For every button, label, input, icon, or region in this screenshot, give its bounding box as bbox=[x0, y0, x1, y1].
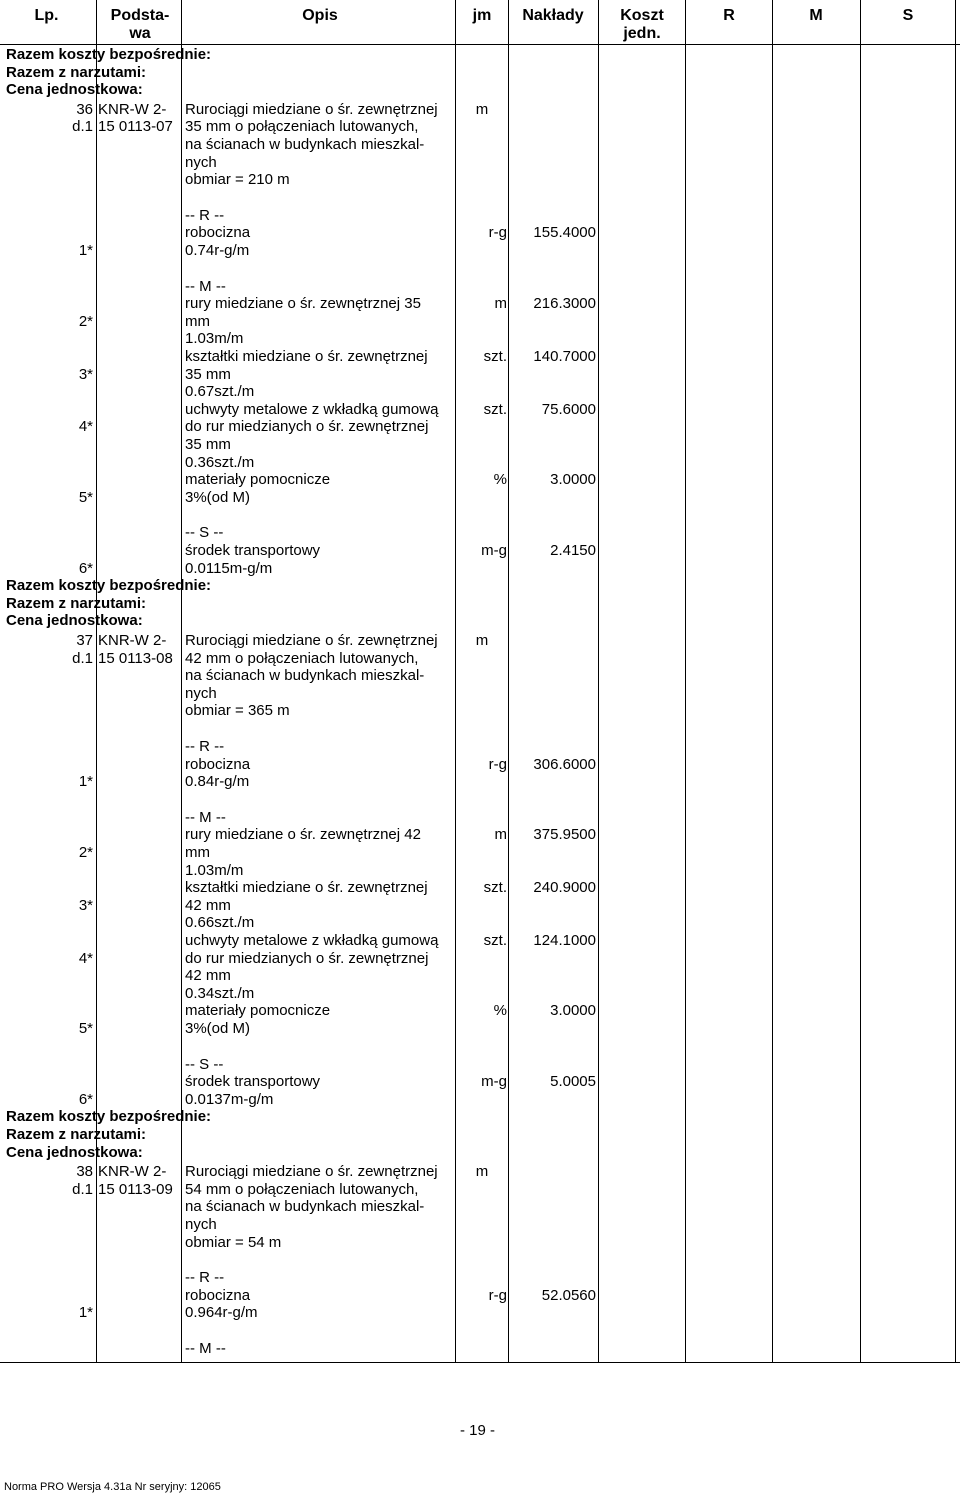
item-unit: r-g bbox=[488, 755, 507, 773]
item-number: 1* bbox=[78, 1304, 93, 1322]
item-description: rury miedziane o śr. zewnętrznej 35 bbox=[185, 295, 421, 313]
item-description: środek transportowy bbox=[185, 1073, 321, 1091]
position-basis: KNR-W 2- bbox=[98, 100, 167, 118]
position-subnumber: d.1 bbox=[72, 1180, 93, 1198]
header-m: M bbox=[809, 7, 823, 24]
position-description: nych bbox=[185, 1216, 217, 1233]
item-number: 4* bbox=[78, 418, 93, 436]
item-quantity: 124.1000 bbox=[533, 932, 596, 949]
position-description: na ścianach w budynkach mieszkal- bbox=[185, 667, 425, 685]
section-header-s: -- S -- bbox=[185, 1055, 224, 1073]
item-number: 2* bbox=[78, 844, 93, 861]
col-line-opis bbox=[181, 0, 182, 1362]
item-description: 0.34szt./m bbox=[185, 984, 255, 1002]
item-number: 6* bbox=[78, 559, 93, 577]
item-description: do rur miedzianych o śr. zewnętrznej bbox=[185, 949, 429, 967]
item-unit: szt. bbox=[483, 400, 507, 418]
item-description: robocizna bbox=[185, 224, 251, 242]
header-koszt: Koszt bbox=[620, 7, 664, 24]
item-description: 42 mm bbox=[185, 967, 231, 985]
item-description: 3%(od M) bbox=[185, 488, 251, 506]
position-description: 42 mm o połączeniach lutowanych, bbox=[185, 649, 419, 667]
item-unit: r-g bbox=[488, 224, 507, 242]
item-unit: m-g bbox=[481, 542, 507, 559]
page-number: - 19 - bbox=[460, 1422, 496, 1439]
item-description: 1.03m/m bbox=[185, 330, 244, 348]
item-description: 0.84r-g/m bbox=[185, 773, 250, 791]
position-basis: KNR-W 2- bbox=[98, 632, 167, 649]
header-lp: Lp. bbox=[34, 7, 59, 24]
col-line-naklady bbox=[508, 0, 509, 1362]
position-number: 36 bbox=[76, 100, 93, 118]
col-line-koszt bbox=[598, 0, 599, 1362]
position-subnumber: d.1 bbox=[72, 649, 93, 667]
summary-razem-bezposrednie: Razem koszty bezpośrednie: bbox=[6, 577, 212, 595]
position-description: 35 mm o połączeniach lutowanych, bbox=[185, 118, 419, 136]
item-number: 6* bbox=[78, 1090, 93, 1108]
position-description: Rurociągi miedziane o śr. zewnętrznej bbox=[185, 100, 438, 118]
position-number: 37 bbox=[76, 632, 93, 649]
item-quantity: 375.9500 bbox=[533, 826, 596, 844]
item-quantity: 140.7000 bbox=[533, 348, 596, 365]
item-description: środek transportowy bbox=[185, 542, 321, 559]
summary-razem-narzuty: Razem z narzutami: bbox=[6, 63, 147, 81]
header-podstawa: wa bbox=[129, 25, 151, 42]
item-description: mm bbox=[185, 312, 210, 330]
position-basis: 15 0113-07 bbox=[98, 118, 173, 136]
item-number: 5* bbox=[78, 1020, 93, 1037]
item-quantity: 5.0005 bbox=[550, 1073, 596, 1091]
header-r: R bbox=[723, 7, 735, 24]
item-description: robocizna bbox=[185, 1286, 251, 1304]
position-subnumber: d.1 bbox=[72, 118, 93, 136]
section-header-r: -- R -- bbox=[185, 738, 225, 755]
item-quantity: 306.6000 bbox=[533, 755, 596, 773]
col-line-right bbox=[955, 0, 956, 1362]
header-s: S bbox=[902, 7, 914, 24]
section-header-r: -- R -- bbox=[185, 206, 225, 224]
item-number: 3* bbox=[78, 896, 93, 914]
position-unit: m bbox=[475, 632, 489, 649]
item-unit: szt. bbox=[483, 879, 507, 897]
item-description: do rur miedzianych o śr. zewnętrznej bbox=[185, 418, 429, 436]
item-number: 3* bbox=[78, 365, 93, 383]
position-description: nych bbox=[185, 153, 217, 171]
page-bottom-line bbox=[0, 1362, 960, 1363]
header-jm: jm bbox=[472, 7, 492, 24]
item-quantity: 2.4150 bbox=[550, 542, 596, 559]
col-line-m bbox=[772, 0, 773, 1362]
summary-cena-jednostkowa: Cena jednostkowa: bbox=[6, 612, 143, 630]
item-quantity: 3.0000 bbox=[550, 1002, 596, 1020]
section-header-s: -- S -- bbox=[185, 524, 224, 542]
item-description: 35 mm bbox=[185, 436, 231, 453]
position-description: nych bbox=[185, 684, 217, 702]
item-description: 0.74r-g/m bbox=[185, 242, 250, 259]
item-description: 1.03m/m bbox=[185, 861, 244, 879]
section-header-m: -- M -- bbox=[185, 277, 226, 295]
item-unit: m-g bbox=[481, 1073, 507, 1091]
item-description: 0.66szt./m bbox=[185, 914, 255, 932]
item-number: 2* bbox=[78, 312, 93, 330]
item-unit: szt. bbox=[483, 348, 507, 365]
item-description: rury miedziane o śr. zewnętrznej 42 bbox=[185, 826, 421, 844]
item-description: mm bbox=[185, 844, 210, 861]
software-footer: Norma PRO Wersja 4.31a Nr seryjny: 12065 bbox=[4, 1481, 221, 1493]
summary-cena-jednostkowa: Cena jednostkowa: bbox=[6, 81, 143, 99]
item-number: 1* bbox=[78, 242, 93, 259]
summary-razem-bezposrednie: Razem koszty bezpośrednie: bbox=[6, 46, 212, 63]
item-description: 0.0115m-g/m bbox=[185, 559, 273, 577]
position-unit: m bbox=[475, 1163, 489, 1181]
position-description: Rurociągi miedziane o śr. zewnętrznej bbox=[185, 1163, 438, 1181]
position-basis: 15 0113-09 bbox=[98, 1180, 173, 1198]
item-number: 5* bbox=[78, 488, 93, 506]
position-unit: m bbox=[475, 100, 489, 118]
summary-razem-bezposrednie: Razem koszty bezpośrednie: bbox=[6, 1108, 212, 1126]
section-header-m: -- M -- bbox=[185, 1340, 226, 1357]
item-description: uchwyty metalowe z wkładką gumową bbox=[185, 400, 439, 418]
item-unit: % bbox=[493, 1002, 507, 1020]
item-unit: m bbox=[494, 826, 507, 844]
position-description: na ścianach w budynkach mieszkal- bbox=[185, 1198, 425, 1216]
item-description: 0.964r-g/m bbox=[185, 1304, 258, 1322]
header-podstawa: Podsta- bbox=[110, 7, 170, 24]
col-line-r bbox=[685, 0, 686, 1362]
item-unit: m bbox=[494, 295, 507, 313]
header-naklady: Nakłady bbox=[522, 7, 584, 24]
position-description: obmiar = 210 m bbox=[185, 171, 290, 189]
col-line-s bbox=[860, 0, 861, 1362]
summary-razem-narzuty: Razem z narzutami: bbox=[6, 1126, 147, 1143]
item-unit: szt. bbox=[483, 932, 507, 949]
item-quantity: 155.4000 bbox=[533, 224, 596, 242]
item-description: 42 mm bbox=[185, 896, 231, 914]
item-quantity: 240.9000 bbox=[533, 879, 596, 897]
position-basis: 15 0113-08 bbox=[98, 649, 173, 667]
position-basis: KNR-W 2- bbox=[98, 1163, 167, 1181]
col-line-jm bbox=[455, 0, 456, 1362]
item-description: 3%(od M) bbox=[185, 1020, 251, 1037]
item-description: 0.0137m-g/m bbox=[185, 1090, 274, 1108]
position-description: obmiar = 54 m bbox=[185, 1233, 282, 1251]
item-description: uchwyty metalowe z wkładką gumową bbox=[185, 932, 439, 949]
item-quantity: 52.0560 bbox=[541, 1286, 596, 1304]
item-description: 0.67szt./m bbox=[185, 383, 255, 401]
item-description: 35 mm bbox=[185, 365, 231, 383]
summary-razem-narzuty: Razem z narzutami: bbox=[6, 594, 147, 612]
item-number: 4* bbox=[78, 949, 93, 967]
item-description: 0.36szt./m bbox=[185, 453, 255, 471]
position-description: na ścianach w budynkach mieszkal- bbox=[185, 136, 425, 153]
item-quantity: 75.6000 bbox=[541, 400, 596, 418]
section-header-m: -- M -- bbox=[185, 808, 226, 826]
item-unit: r-g bbox=[488, 1286, 507, 1304]
item-quantity: 216.3000 bbox=[533, 295, 596, 313]
item-description: materiały pomocnicze bbox=[185, 471, 331, 489]
summary-cena-jednostkowa: Cena jednostkowa: bbox=[6, 1143, 143, 1161]
header-bottom-line bbox=[0, 44, 960, 45]
item-unit: % bbox=[493, 471, 507, 489]
position-description: Rurociągi miedziane o śr. zewnętrznej bbox=[185, 632, 438, 649]
position-number: 38 bbox=[76, 1163, 93, 1181]
header-opis: Opis bbox=[302, 7, 338, 24]
item-description: kształtki miedziane o śr. zewnętrznej bbox=[185, 348, 428, 365]
item-description: robocizna bbox=[185, 755, 251, 773]
item-quantity: 3.0000 bbox=[550, 471, 596, 489]
item-description: kształtki miedziane o śr. zewnętrznej bbox=[185, 879, 428, 897]
position-description: 54 mm o połączeniach lutowanych, bbox=[185, 1180, 419, 1198]
item-number: 1* bbox=[78, 773, 93, 791]
item-description: materiały pomocnicze bbox=[185, 1002, 331, 1020]
header-koszt: jedn. bbox=[623, 25, 661, 42]
position-description: obmiar = 365 m bbox=[185, 702, 290, 720]
section-header-r: -- R -- bbox=[185, 1269, 225, 1287]
